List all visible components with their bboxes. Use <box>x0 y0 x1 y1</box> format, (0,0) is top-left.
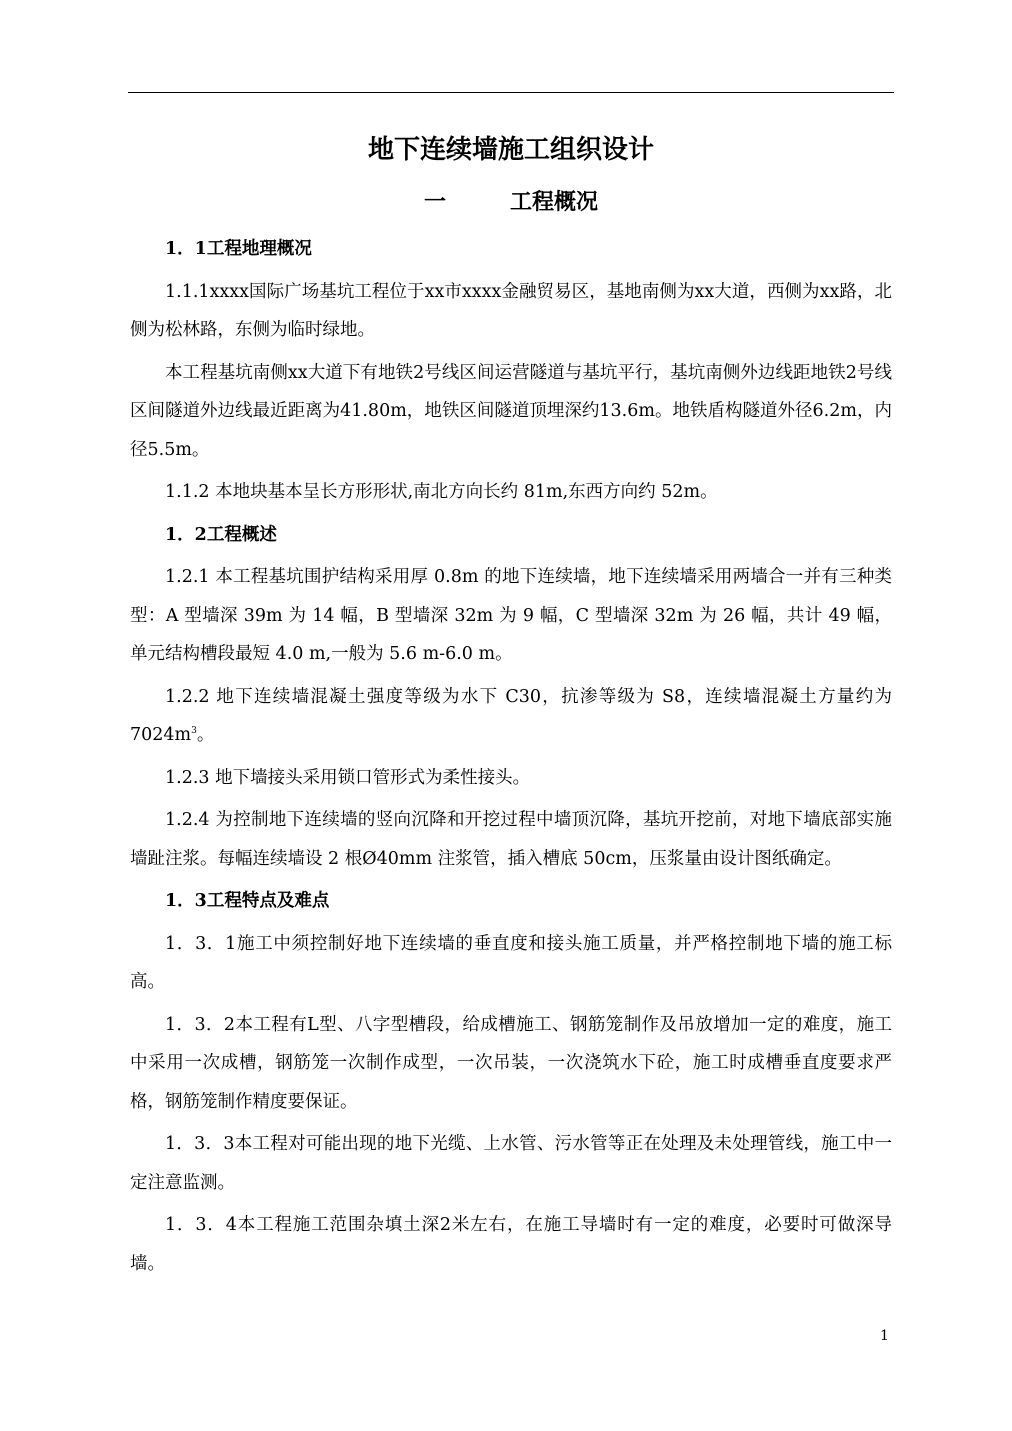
paragraph: 1．3．1施工中须控制好地下连续墙的垂直度和接头施工质量，并严格控制地下墙的施工标高。 <box>130 933 892 992</box>
chapter-heading <box>128 184 894 220</box>
paragraph: 1.1.2 本地块基本呈长方形形状,南北方向长约 81m,东西方向约 52m。 <box>165 482 718 502</box>
chapter-title: 工程概况 <box>509 189 598 215</box>
section-heading: 1．3工程特点及难点 <box>165 891 330 911</box>
superscript: 3 <box>191 726 197 737</box>
paragraph: 本工程基坑南侧xx大道下有地铁2号线区间运营隧道与基坑平行，基坑南侧外边线距地铁2号线区间隧道外边线最近距离为41.80m，地铁区间隧道顶埋深约13.6m。地铁盾构隧道外径6.2m，内径5.5m。 <box>130 362 892 460</box>
header-rule <box>128 92 894 93</box>
paragraph: 1.2.1 本工程基坑围护结构采用厚 0.8m 的地下连续墙，地下连续墙采用两墙合一并有三种类型：A 型墙深 39m 为 14 幅，B 型墙深 32m 为 9 幅，C 型墙深 32m 为 26 幅，共计 49 幅，单元结构槽段最短 4.0 m,一般为 5.6 m-6.0 m。 <box>130 567 892 664</box>
paragraph-tail: 。 <box>196 725 215 745</box>
page-number: 1 <box>880 1328 889 1344</box>
paragraph: 1．3．2本工程有L型、八字型槽段，给成槽施工、钢筋笼制作及吊放增加一定的难度，施工中采用一次成槽，钢筋笼一次制作成型，一次吊装，一次浇筑水下砼，施工时成槽垂直度要求严格，钢筋笼制作精度要保证。 <box>130 1014 892 1112</box>
paragraph: 1．3．4本工程施工范围杂填土深2米左右，在施工导墙时有一定的难度，必要时可做深导墙。 <box>130 1215 892 1274</box>
document-title: 地下连续墙施工组织设计 <box>367 135 654 165</box>
paragraph: 1.1.1xxxx国际广场基坑工程位于xx市xxxx金融贸易区，基地南侧为xx大道，西侧为xx路，北侧为松林路，东侧为临时绿地。 <box>130 281 892 340</box>
section-heading: 1．1工程地理概况 <box>165 239 312 259</box>
section-heading: 1．2工程概述 <box>165 524 277 545</box>
paragraph: 1．3．3本工程对可能出现的地下光缆、上水管、污水管等正在处理及未处理管线，施工中一定注意监测。 <box>130 1134 892 1193</box>
chapter-number: 一 <box>423 189 446 215</box>
paragraph <box>130 678 892 755</box>
paragraph-text: 1.2.2 地下连续墙混凝土强度等级为水下 C30，抗渗等级为 S8，连续墙混凝土方量约为 7024m <box>130 686 892 745</box>
paragraph: 1.2.3 地下墙接头采用锁口管形式为柔性接头。 <box>165 767 531 788</box>
paragraph: 1.2.4 为控制地下连续墙的竖向沉降和开挖过程中墙顶沉降，基坑开挖前，对地下墙底部实施墙趾注浆。每幅连续墙设 2 根Ø40mm 注浆管，插入槽底 50cm，压浆量由设计图纸确定。 <box>130 810 892 869</box>
document-body <box>130 230 892 1283</box>
